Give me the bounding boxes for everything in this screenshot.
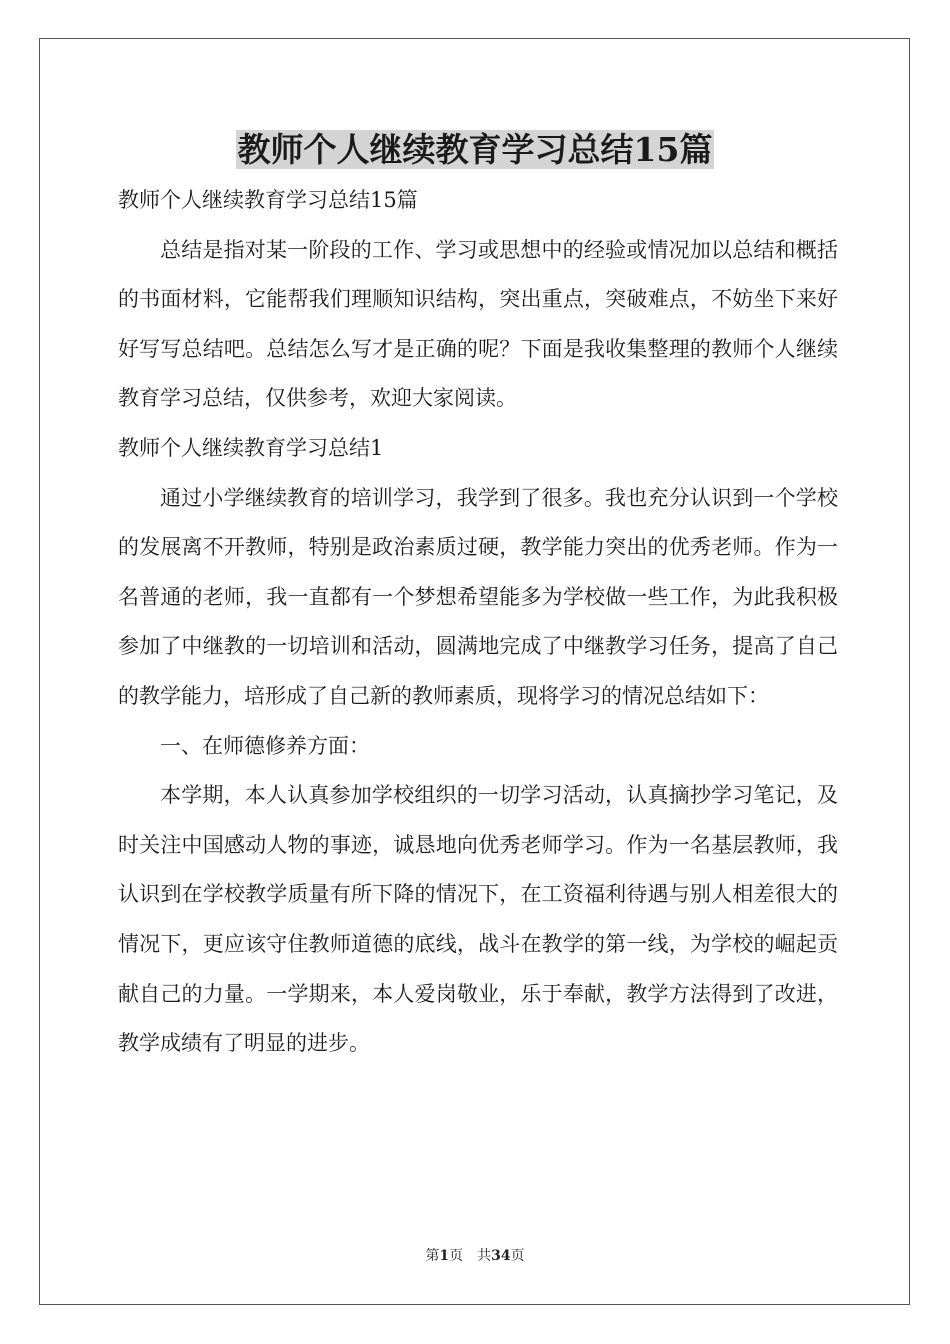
page-prefix: 第 (425, 1248, 440, 1264)
document-title-text: 教师个人继续教育学习总结15篇 (237, 130, 713, 169)
document-body (118, 176, 838, 1069)
subsection-heading: 一、在师德修养方面： (160, 733, 370, 758)
document-title (0, 125, 950, 175)
page-number: 1 (439, 1248, 450, 1264)
total-prefix: 共 (477, 1248, 492, 1264)
section-heading-1: 教师个人继续教育学习总结1 (118, 435, 384, 460)
total-pages: 34 (491, 1248, 511, 1264)
body-paragraph: 通过小学继续教育的培训学习，我学到了很多。我也充分认识到一个学校的发展离不开教师，特别是政治素质过硬，教学能力突出的优秀老师。作为一名普通的老师，我一直都有一个梦想希望能多为学校做一些工作，为此我积极参加了中继教的一切培训和活动，圆满地完成了中继教学习任务，提高了自己的教学能力，培形成了自己新的教师素质，现将学习的情况总结如下： (118, 485, 838, 708)
intro-paragraph: 总结是指对某一阶段的工作、学习或思想中的经验或情况加以总结和概括的书面材料，它能帮我们理顺知识结构，突出重点，突破难点，不妨坐下来好好写写总结吧。总结怎么写才是正确的呢？下面是我收集整理的教师个人继续教育学习总结，仅供参考，欢迎大家阅读。 (118, 237, 838, 411)
page-suffix: 页 (449, 1248, 464, 1264)
body-paragraph: 本学期，本人认真参加学校组织的一切学习活动，认真摘抄学习笔记，及时关注中国感动人物的事迹，诚恳地向优秀老师学习。作为一名基层教师，我认识到在学校教学质量有所下降的情况下，在工资福利待遇与别人相差很大的情况下，更应该守住教师道德的底线，战斗在教学的第一线，为学校的崛起贡献自己的力量。一学期来，本人爱岗敬业，乐于奉献，教学方法得到了改进，教学成绩有了明显的进步。 (118, 783, 838, 1056)
page-footer (0, 1247, 950, 1265)
document-subtitle: 教师个人继续教育学习总结15篇 (118, 188, 418, 212)
total-suffix: 页 (510, 1248, 525, 1264)
